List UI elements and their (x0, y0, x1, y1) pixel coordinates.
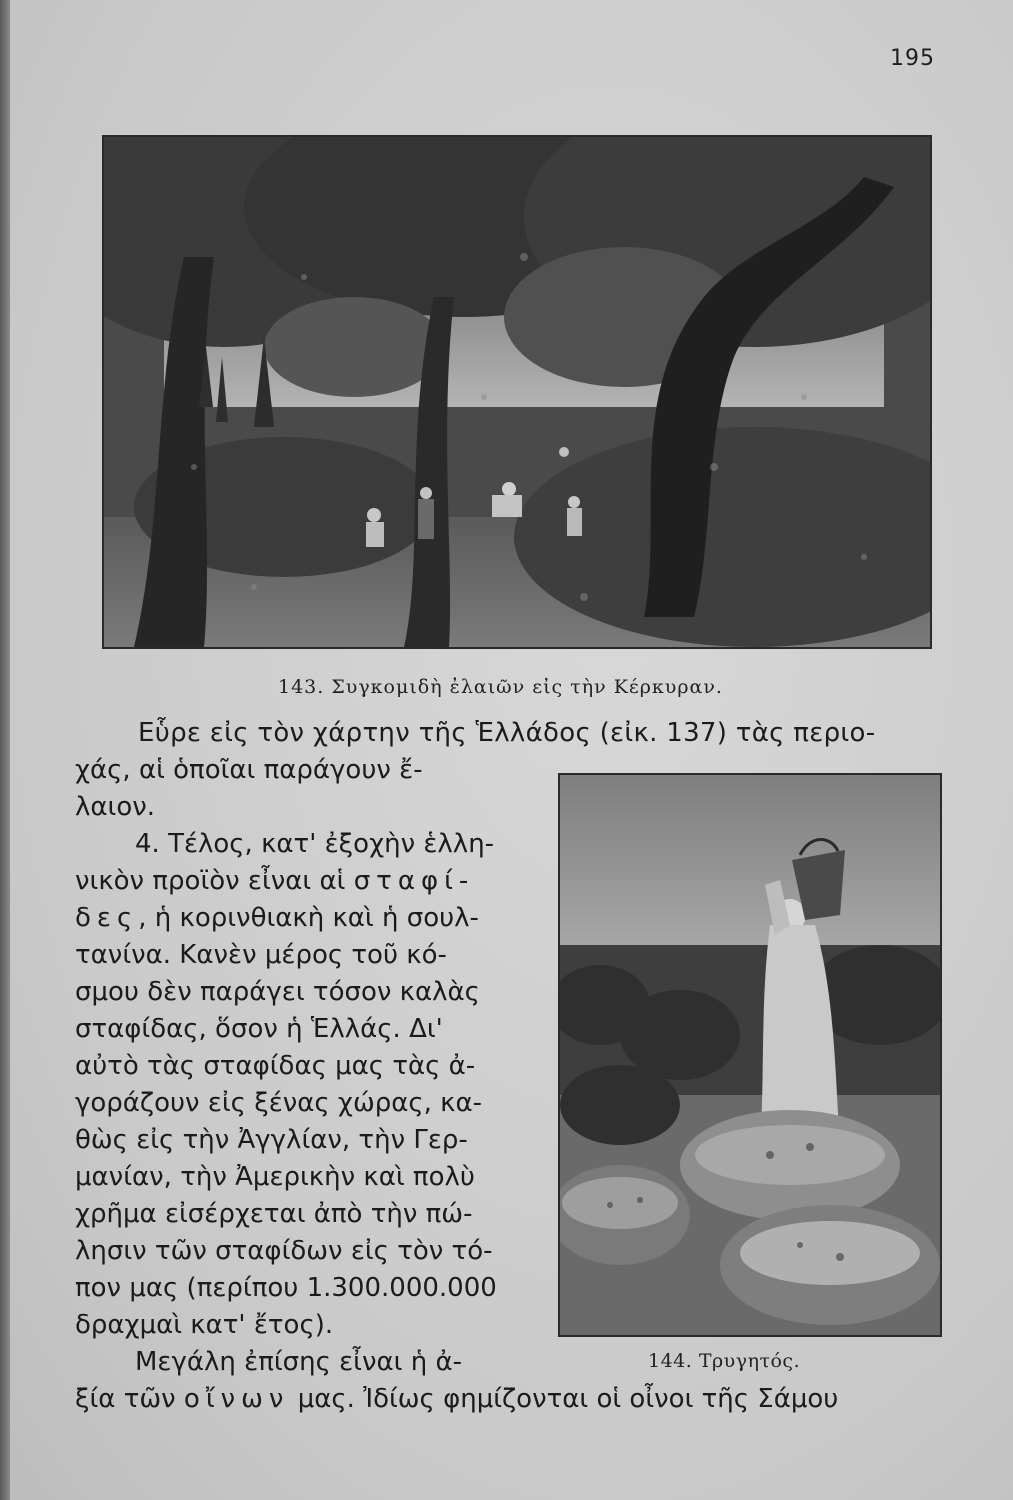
emphasized-word: δες (75, 903, 139, 933)
text-line: 4. Τέλος, κατ' ἐξοχὴν ἑλλη- (135, 829, 495, 859)
text-line: μανίαν, τὴν Ἀμερικὴν καὶ πολὺ (75, 1162, 475, 1192)
emphasized-word: οἴνων (183, 1384, 290, 1414)
figure-143-caption: 143. Συγκομιδὴ ἐλαιῶν εἰς τὴν Κέρκυραν. (278, 676, 723, 698)
text-line: θὼς εἰς τὴν Ἀγγλίαν, τὴν Γερ- (75, 1125, 468, 1155)
text-line: δραχμαὶ κατ' ἔτος). (75, 1310, 334, 1340)
text-line: σταφίδας, ὅσον ἡ Ἑλλάς. Δι' (75, 1014, 443, 1044)
book-page (10, 0, 1013, 1500)
grape-harvest-photo (558, 773, 942, 1337)
text-line: χρῆμα εἰσέρχεται ἀπὸ τὴν πώ- (75, 1199, 473, 1229)
emphasized-word: σταφί- (353, 866, 475, 896)
text-line: χάς, αἱ ὁποῖαι παράγουν ἔ- (75, 755, 423, 785)
text-line (75, 866, 474, 896)
text-line: πον μας (περίπου 1.300.000.000 (75, 1273, 497, 1303)
text-line: Μεγάλη ἐπίσης εἶναι ἡ ἀ- (135, 1347, 462, 1377)
text-fragment: ξία τῶν (75, 1384, 184, 1414)
text-line: λησιν τῶν σταφίδων εἰς τὸν τό- (75, 1236, 493, 1266)
text-line: γοράζουν εἰς ξένας χώρας, κα- (75, 1088, 482, 1118)
page-number: 195 (890, 46, 935, 71)
text-line: λαιον. (75, 792, 156, 822)
text-fragment: νικὸν προϊὸν εἶναι αἱ (75, 866, 354, 896)
text-line: αὐτὸ τὰς σταφίδας μας τὰς ἀ- (75, 1051, 476, 1081)
text-line: τανίνα. Κανὲν μέρος τοῦ κό- (75, 940, 447, 970)
text-line: σμου δὲν παράγει τόσον καλὰς (75, 977, 480, 1007)
figure-144-caption: 144. Τρυγητός. (648, 1350, 801, 1372)
text-line: Εὗρε εἰς τὸν χάρτην τῆς Ἑλλάδος (εἰκ. 137) τὰς περιο- (138, 718, 876, 748)
text-fragment: μας. Ἰδίως φημίζονται οἱ οἶνοι τῆς Σάμου (289, 1384, 839, 1414)
olive-harvest-photo (102, 135, 932, 649)
book-spine-edge (0, 0, 10, 1500)
text-fragment: , ἡ κορινθιακὴ καὶ ἡ σουλ- (138, 903, 479, 933)
text-line (75, 903, 479, 933)
text-line (75, 1384, 838, 1414)
